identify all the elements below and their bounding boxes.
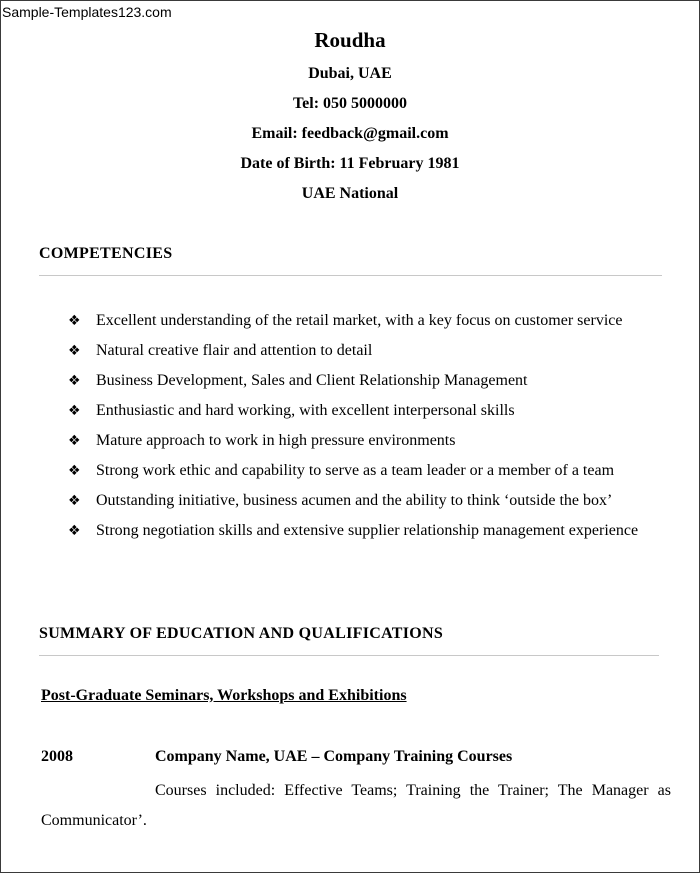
- diamond-bullet-icon: ❖: [68, 523, 81, 539]
- diamond-bullet-icon: ❖: [68, 313, 81, 329]
- diamond-bullet-icon: ❖: [68, 433, 81, 449]
- competencies-list: [68, 306, 678, 546]
- watermark: Sample-Templates123.com: [2, 4, 172, 20]
- diamond-bullet-icon: ❖: [68, 493, 81, 509]
- entry-company: Company Name, UAE – Company Training Courses: [155, 748, 513, 765]
- location: Dubai, UAE: [308, 65, 392, 82]
- competency-item: ❖ Outstanding initiative, business acumen and the ability to think ‘outside the box’: [68, 486, 678, 516]
- date-of-birth: Date of Birth: 11 February 1981: [240, 155, 460, 172]
- section-divider: [39, 655, 659, 656]
- competency-item: ❖ Business Development, Sales and Client Relationship Management: [68, 366, 678, 396]
- diamond-bullet-icon: ❖: [68, 373, 81, 389]
- section-divider: [39, 275, 662, 276]
- nationality: UAE National: [301, 185, 399, 202]
- diamond-bullet-icon: ❖: [68, 343, 81, 359]
- diamond-bullet-icon: ❖: [68, 463, 81, 479]
- education-heading: SUMMARY OF EDUCATION AND QUALIFICATIONS: [39, 625, 444, 642]
- email: Email: feedback@gmail.com: [251, 125, 449, 142]
- competency-item: ❖ Strong work ethic and capability to serve as a team leader or a member of a team: [68, 456, 678, 486]
- competency-item: ❖ Strong negotiation skills and extensive supplier relationship management experience: [68, 516, 678, 546]
- diamond-bullet-icon: ❖: [68, 403, 81, 419]
- entry-courses: Courses included: Effective Teams; Training the Trainer; The Manager as Communicator’.: [41, 782, 671, 829]
- seminars-subheading: Post-Graduate Seminars, Workshops and Exhibitions: [41, 687, 407, 704]
- competency-item: ❖ Natural creative flair and attention to detail: [68, 336, 678, 366]
- candidate-name: Roudha: [314, 28, 386, 52]
- competency-item: ❖ Excellent understanding of the retail market, with a key focus on customer service: [68, 306, 678, 336]
- competency-item: ❖ Mature approach to work in high pressure environments: [68, 426, 678, 456]
- entry-year: 2008: [41, 748, 73, 765]
- telephone: Tel: 050 5000000: [292, 95, 408, 112]
- competencies-heading: COMPETENCIES: [39, 245, 173, 262]
- competency-item: ❖ Enthusiastic and hard working, with excellent interpersonal skills: [68, 396, 678, 426]
